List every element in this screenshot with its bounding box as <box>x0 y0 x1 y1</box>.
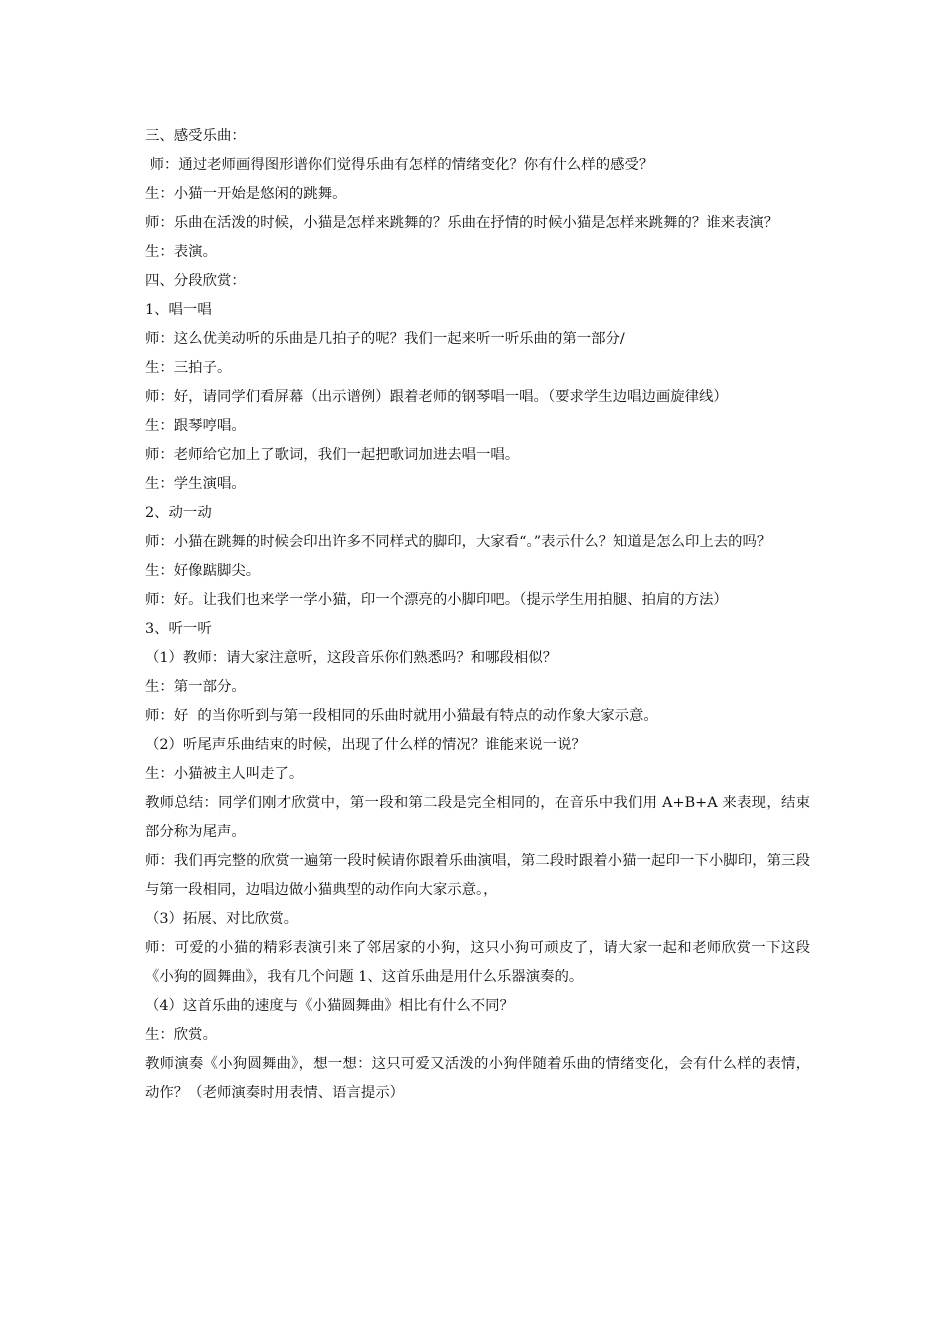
paragraph: 生：三拍子。 <box>145 360 232 376</box>
paragraph: （2）听尾声乐曲结束的时候，出现了什么样的情况？谁能来说一说？ <box>145 737 586 753</box>
paragraph: 师：好 的当你听到与第一段相同的乐曲时就用小猫最有特点的动作象大家示意。 <box>145 708 658 724</box>
paragraph: 师：这么优美动听的乐曲是几拍子的呢？我们一起来听一听乐曲的第一部分/ <box>145 331 625 347</box>
paragraph: 师：老师给它加上了歌词，我们一起把歌词加进去唱一唱。 <box>145 447 520 463</box>
paragraph: （1）教师：请大家注意听，这段音乐你们熟悉吗？和哪段相似？ <box>145 650 558 666</box>
paragraph: 生：欣赏。 <box>145 1027 217 1043</box>
subsection-heading: 2、动一动 <box>145 505 212 521</box>
paragraph: （4）这首乐曲的速度与《小猫圆舞曲》相比有什么不同？ <box>145 998 514 1014</box>
section-heading: 三、感受乐曲： <box>145 128 246 144</box>
paragraph: 生：跟琴哼唱。 <box>145 418 246 434</box>
paragraph: 师：我们再完整的欣赏一遍第一段时候请你跟着乐曲演唱，第二段时跟着小猫一起印一下小脚印，第三段与第一段相同，边唱边做小猫典型的动作向大家示意。， <box>145 853 810 898</box>
paragraph: 生：小猫一开始是悠闲的跳舞。 <box>145 186 347 202</box>
paragraph: 师：通过老师画得图形谱你们觉得乐曲有怎样的情绪变化？你有什么样的感受？ <box>145 157 654 173</box>
paragraph: 师：可爱的小猫的精彩表演引来了邻居家的小狗，这只小狗可顽皮了，请大家一起和老师欣赏一下这段《小狗的圆舞曲》，我有几个问题 1、这首乐曲是用什么乐器演奏的。 <box>145 940 810 985</box>
paragraph: 教师演奏《小狗圆舞曲》，想一想：这只可爱又活泼的小狗伴随着乐曲的情绪变化，会有什么样的表情，动作？（老师演奏时用表情、语言提示） <box>145 1056 810 1101</box>
paragraph: 生：学生演唱。 <box>145 476 246 492</box>
paragraph: 师：小猫在跳舞的时候会印出许多不同样式的脚印，大家看“。”表示什么？知道是怎么印上去的吗？ <box>145 534 772 550</box>
paragraph: 生：小猫被主人叫走了。 <box>145 766 304 782</box>
paragraph: （3）拓展、对比欣赏。 <box>145 911 299 927</box>
paragraph: 师：好，请同学们看屏幕（出示谱例）跟着老师的钢琴唱一唱。（要求学生边唱边画旋律线） <box>145 389 728 405</box>
section-heading: 四、分段欣赏： <box>145 273 246 289</box>
document-body <box>145 122 810 1108</box>
paragraph: 生：表演。 <box>145 244 217 260</box>
subsection-heading: 1、唱一唱 <box>145 302 212 318</box>
subsection-heading: 3、听一听 <box>145 621 212 637</box>
paragraph: 生：第一部分。 <box>145 679 246 695</box>
paragraph: 教师总结：同学们刚才欣赏中，第一段和第二段是完全相同的，在音乐中我们用 A+B+A 来表现，结束部分称为尾声。 <box>145 795 810 840</box>
paragraph: 生：好像踮脚尖。 <box>145 563 261 579</box>
paragraph: 师：乐曲在活泼的时候，小猫是怎样来跳舞的？乐曲在抒情的时候小猫是怎样来跳舞的？谁来表演？ <box>145 215 779 231</box>
paragraph: 师：好。让我们也来学一学小猫，印一个漂亮的小脚印吧。（提示学生用拍腿、拍肩的方法） <box>145 592 728 608</box>
